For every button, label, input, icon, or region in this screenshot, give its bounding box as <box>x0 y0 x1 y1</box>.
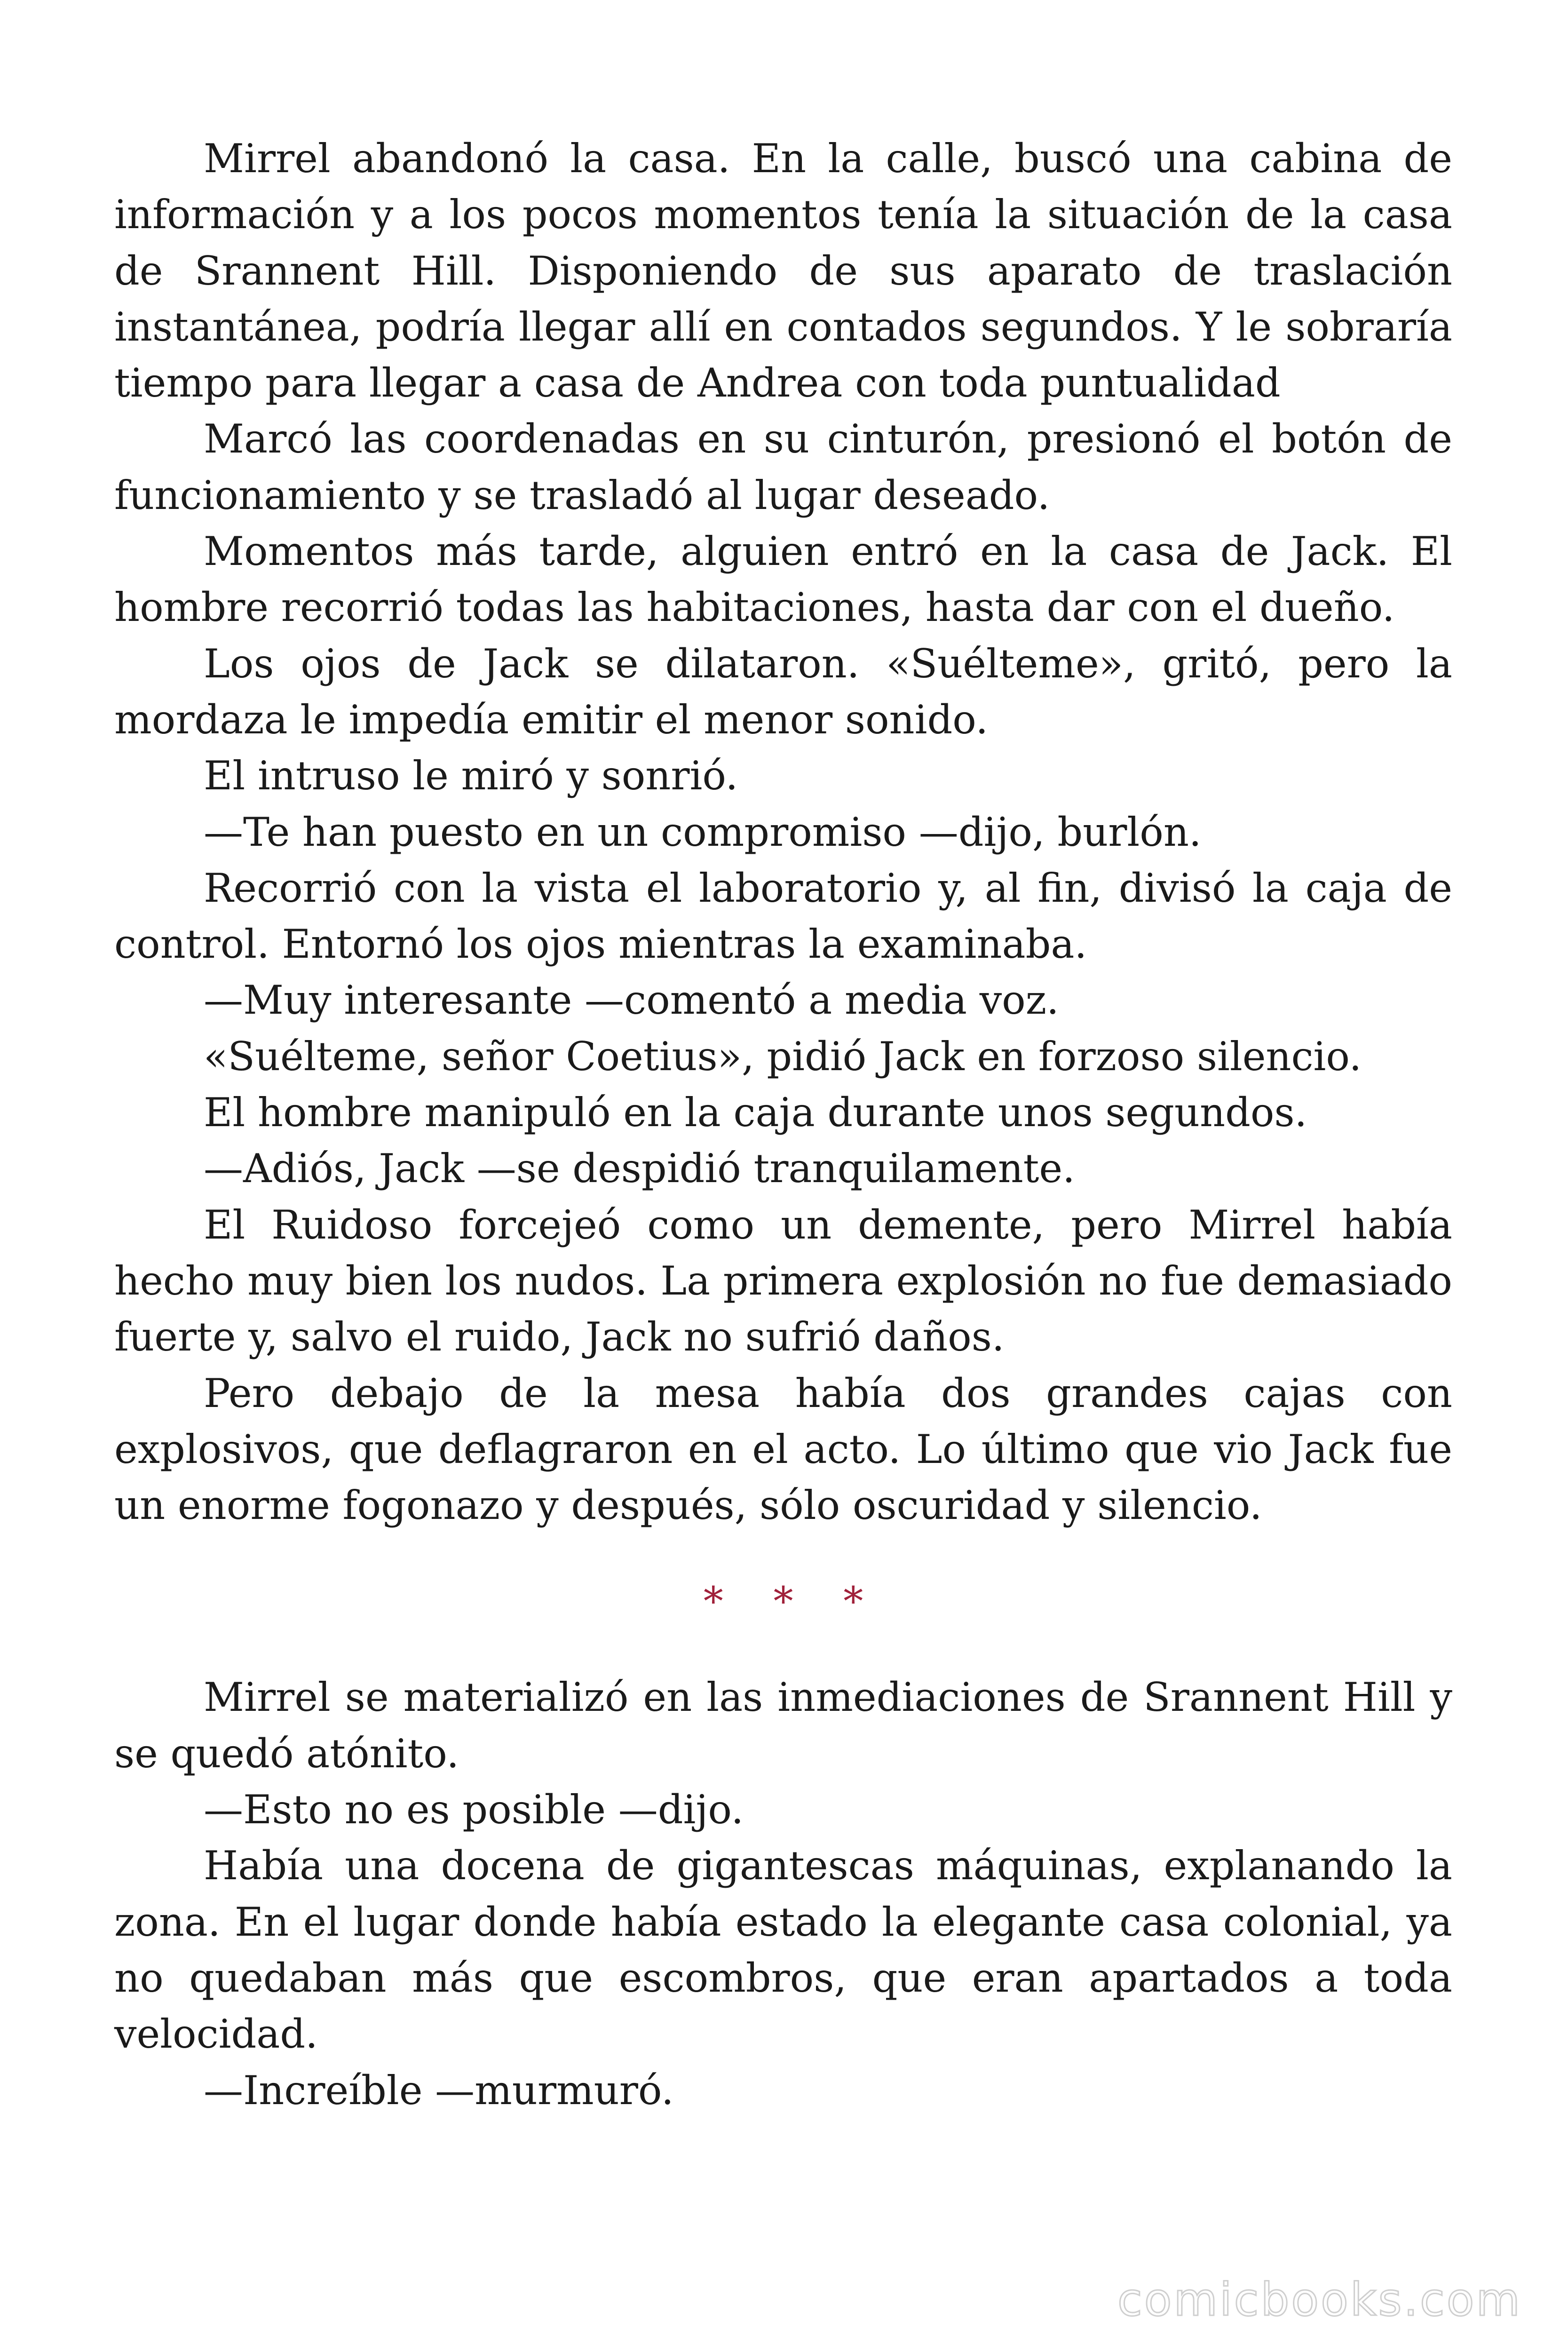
paragraph: Los ojos de Jack se dilataron. «Suélteme», gritó, pero la mordaza le impedía emitir el menor sonido. <box>114 640 1452 743</box>
scene-break-separator: * * * <box>703 1578 882 1625</box>
paragraph: —Adiós, Jack —se despidió tranquilamente. <box>204 1145 1075 1192</box>
page-body <box>114 131 1452 2119</box>
paragraph: Momentos más tarde, alguien entró en la casa de Jack. El hombre recorrió todas las habitaciones, hasta dar con el dueño. <box>114 528 1452 631</box>
paragraph: —Esto no es posible —dijo. <box>204 1787 744 1833</box>
paragraph: El hombre manipuló en la caja durante unos segundos. <box>204 1089 1307 1136</box>
paragraph: El Ruidoso forcejeó como un demente, pero Mirrel había hecho muy bien los nudos. La primera explosión no fue demasiado fuerte y, salvo el ruido, Jack no sufrió daños. <box>114 1201 1452 1360</box>
paragraph: —Te han puesto en un compromiso —dijo, burlón. <box>204 809 1202 855</box>
text-section-1 <box>114 131 1452 1534</box>
paragraph: «Suélteme, señor Coetius», pidió Jack en forzoso silencio. <box>204 1033 1362 1080</box>
paragraph: Recorrió con la vista el laboratorio y, al fin, divisó la caja de control. Entornó los ojos mientras la examinaba. <box>114 865 1452 968</box>
paragraph: —Increíble —murmuró. <box>204 2067 674 2114</box>
paragraph: Marcó las coordenadas en su cinturón, presionó el botón de funcionamiento y se trasladó al lugar deseado. <box>114 416 1452 518</box>
paragraph: —Muy interesante —comentó a media voz. <box>204 977 1059 1024</box>
paragraph: El intruso le miró y sonrió. <box>204 753 738 799</box>
watermark-text: comicbooks.com <box>1117 2273 1522 2326</box>
paragraph: Pero debajo de la mesa había dos grandes cajas con explosivos, que deflagraron en el acto. Lo último que vio Jack fue un enorme fogonazo y después, sólo oscuridad y silencio. <box>114 1370 1452 1529</box>
paragraph: Mirrel se materializó en las inmediaciones de Srannent Hill y se quedó atónito. <box>114 1674 1452 1777</box>
text-section-2 <box>114 1669 1452 2118</box>
paragraph: Había una docena de gigantescas máquinas, explanando la zona. En el lugar donde había estado la elegante casa colonial, ya no quedaban más que escombros, que eran apartados a toda velocidad. <box>114 1843 1452 2058</box>
paragraph: Mirrel abandonó la casa. En la calle, buscó una cabina de información y a los pocos momentos tenía la situación de la casa de Srannent Hill. Disponiendo de sus aparato de traslación instantánea, podría llegar allí en contados segundos. Y le sobraría tiempo para llegar a casa de Andrea con toda puntualidad <box>114 135 1452 406</box>
